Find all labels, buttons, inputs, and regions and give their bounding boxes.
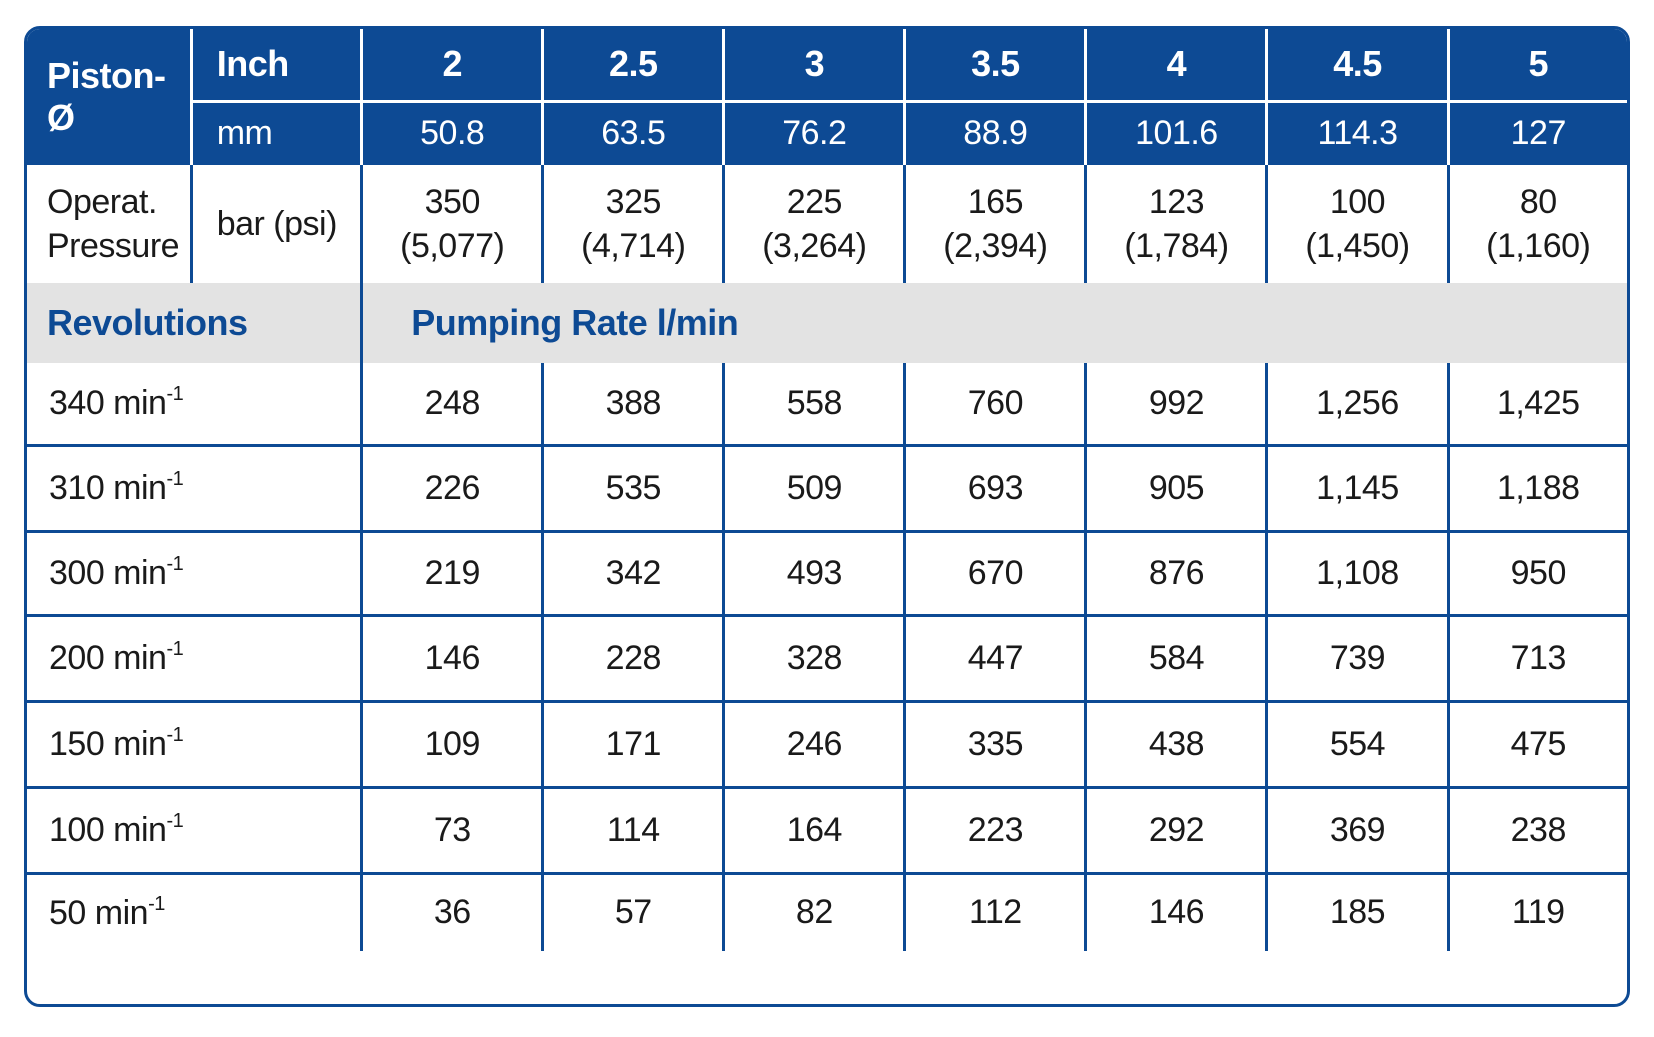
pressure-cell	[1267, 165, 1448, 283]
pressure-bar: 225	[786, 183, 842, 221]
table-row	[27, 615, 1627, 701]
pumping-rate-cell: 119	[1448, 873, 1627, 951]
inch-value: 5	[1448, 29, 1627, 101]
pressure-bar: 350	[424, 183, 480, 221]
pumping-rate-cell: 739	[1267, 615, 1448, 701]
table-row	[27, 363, 1627, 445]
pump-specs-table	[24, 26, 1630, 1007]
pumping-rate-cell: 328	[724, 615, 905, 701]
pumping-rate-cell: 1,256	[1267, 363, 1448, 445]
pumping-rate-cell: 558	[724, 363, 905, 445]
pressure-unit: bar (psi)	[191, 165, 362, 283]
pumping-rate-cell: 73	[362, 787, 543, 873]
table-row	[27, 701, 1627, 787]
piston-diameter-label: Piston-Ø	[27, 29, 191, 165]
pumping-rate-cell: 584	[1086, 615, 1267, 701]
section-header-row	[27, 283, 1627, 363]
inch-value: 2	[362, 29, 543, 101]
revolutions-cell	[27, 363, 362, 445]
mm-value: 127	[1448, 101, 1627, 165]
revolutions-exponent: -1	[166, 468, 184, 490]
pumping-rate-cell: 713	[1448, 615, 1627, 701]
table-row	[27, 873, 1627, 951]
pumping-rate-cell: 369	[1267, 787, 1448, 873]
pressure-label-line2: Pressure	[47, 227, 180, 265]
revolutions-exponent: -1	[148, 892, 165, 915]
inch-value: 4.5	[1267, 29, 1448, 101]
pumping-rate-cell: 447	[905, 615, 1086, 701]
pumping-rate-cell: 876	[1086, 531, 1267, 615]
pumping-rate-cell: 36	[362, 873, 543, 951]
pumping-rate-cell: 950	[1448, 531, 1627, 615]
pressure-cell	[543, 165, 724, 283]
revolutions-cell	[27, 701, 362, 787]
pumping-rate-cell: 246	[724, 701, 905, 787]
pumping-rate-cell: 112	[905, 873, 1086, 951]
pressure-cell	[724, 165, 905, 283]
pressure-psi: (5,077)	[400, 227, 505, 265]
pumping-rate-cell: 992	[1086, 363, 1267, 445]
pressure-row	[27, 165, 1627, 283]
revolutions-cell	[27, 531, 362, 615]
pumping-rate-cell: 82	[724, 873, 905, 951]
pumping-rate-cell: 57	[543, 873, 724, 951]
revolutions-exponent: -1	[166, 553, 184, 575]
mm-value: 88.9	[905, 101, 1086, 165]
revolutions-value: 200 min	[49, 639, 167, 677]
revolutions-cell	[27, 445, 362, 531]
pumping-rate-cell: 535	[543, 445, 724, 531]
revolutions-value: 340 min	[49, 384, 167, 423]
pumping-rate-cell: 114	[543, 787, 724, 873]
pumping-rate-cell: 228	[543, 615, 724, 701]
revolutions-exponent: -1	[166, 638, 184, 660]
pressure-psi: (1,784)	[1124, 227, 1229, 265]
table-row	[27, 531, 1627, 615]
pumping-rate-cell: 1,145	[1267, 445, 1448, 531]
pumping-rate-cell: 248	[362, 363, 543, 445]
pumping-rate-cell: 905	[1086, 445, 1267, 531]
table-row	[27, 445, 1627, 531]
table-row	[27, 787, 1627, 873]
pressure-bar: 80	[1519, 183, 1557, 221]
revolutions-value: 150 min	[49, 725, 167, 763]
inch-value: 3.5	[905, 29, 1086, 101]
revolutions-cell	[27, 787, 362, 873]
inch-value: 3	[724, 29, 905, 101]
revolutions-value: 300 min	[49, 554, 167, 592]
pumping-rate-cell: 388	[543, 363, 724, 445]
mm-value: 50.8	[362, 101, 543, 165]
pumping-rate-cell: 509	[724, 445, 905, 531]
pumping-rate-cell: 493	[724, 531, 905, 615]
mm-value: 101.6	[1086, 101, 1267, 165]
revolutions-value: 310 min	[49, 469, 167, 507]
pumping-rate-cell: 185	[1267, 873, 1448, 951]
pumping-rate-cell: 1,108	[1267, 531, 1448, 615]
pumping-rate-label: Pumping Rate l/min	[362, 283, 1627, 363]
mm-label: mm	[191, 101, 362, 165]
pumping-rate-cell: 164	[724, 787, 905, 873]
pumping-rate-cell: 146	[1086, 873, 1267, 951]
revolutions-exponent: -1	[166, 383, 184, 406]
pressure-psi: (4,714)	[581, 227, 686, 265]
pumping-rate-cell: 475	[1448, 701, 1627, 787]
mm-value: 114.3	[1267, 101, 1448, 165]
pressure-cell	[1086, 165, 1267, 283]
revolutions-exponent: -1	[166, 810, 184, 832]
pressure-cell	[905, 165, 1086, 283]
pressure-label	[27, 165, 191, 283]
pressure-cell	[1448, 165, 1627, 283]
pumping-rate-cell: 1,188	[1448, 445, 1627, 531]
inch-row	[27, 29, 1627, 101]
revolutions-value: 50 min	[49, 893, 149, 932]
revolutions-exponent: -1	[166, 724, 184, 746]
inch-label: Inch	[191, 29, 362, 101]
pumping-rate-cell: 693	[905, 445, 1086, 531]
pumping-rate-cell: 226	[362, 445, 543, 531]
pumping-rate-cell: 554	[1267, 701, 1448, 787]
pumping-rate-cell: 438	[1086, 701, 1267, 787]
pressure-psi: (2,394)	[943, 227, 1048, 265]
pumping-rate-cell: 109	[362, 701, 543, 787]
pumping-rate-cell: 342	[543, 531, 724, 615]
pressure-psi: (1,450)	[1305, 227, 1410, 265]
revolutions-cell	[27, 615, 362, 701]
pumping-rate-cell: 670	[905, 531, 1086, 615]
pumping-rate-cell: 146	[362, 615, 543, 701]
pressure-psi: (1,160)	[1486, 227, 1591, 265]
pressure-bar: 123	[1148, 183, 1205, 221]
pressure-label-line1: Operat.	[47, 183, 157, 221]
mm-value: 76.2	[724, 101, 905, 165]
inch-value: 4	[1086, 29, 1267, 101]
pumping-rate-cell: 1,425	[1448, 363, 1627, 445]
revolutions-label: Revolutions	[27, 283, 362, 363]
pressure-psi: (3,264)	[762, 227, 867, 265]
pressure-bar: 100	[1329, 183, 1386, 221]
pumping-rate-cell: 238	[1448, 787, 1627, 873]
revolutions-value: 100 min	[49, 811, 167, 849]
mm-row	[27, 101, 1627, 165]
pressure-cell	[362, 165, 543, 283]
pumping-rate-cell: 292	[1086, 787, 1267, 873]
pumping-rate-cell: 223	[905, 787, 1086, 873]
inch-value: 2.5	[543, 29, 724, 101]
revolutions-cell	[27, 873, 362, 951]
pressure-bar: 165	[967, 183, 1023, 221]
pumping-rate-cell: 760	[905, 363, 1086, 445]
mm-value: 63.5	[543, 101, 724, 165]
pumping-rate-cell: 219	[362, 531, 543, 615]
pumping-rate-cell: 335	[905, 701, 1086, 787]
pumping-rate-cell: 171	[543, 701, 724, 787]
specs-grid	[27, 29, 1627, 951]
pressure-bar: 325	[605, 183, 661, 221]
